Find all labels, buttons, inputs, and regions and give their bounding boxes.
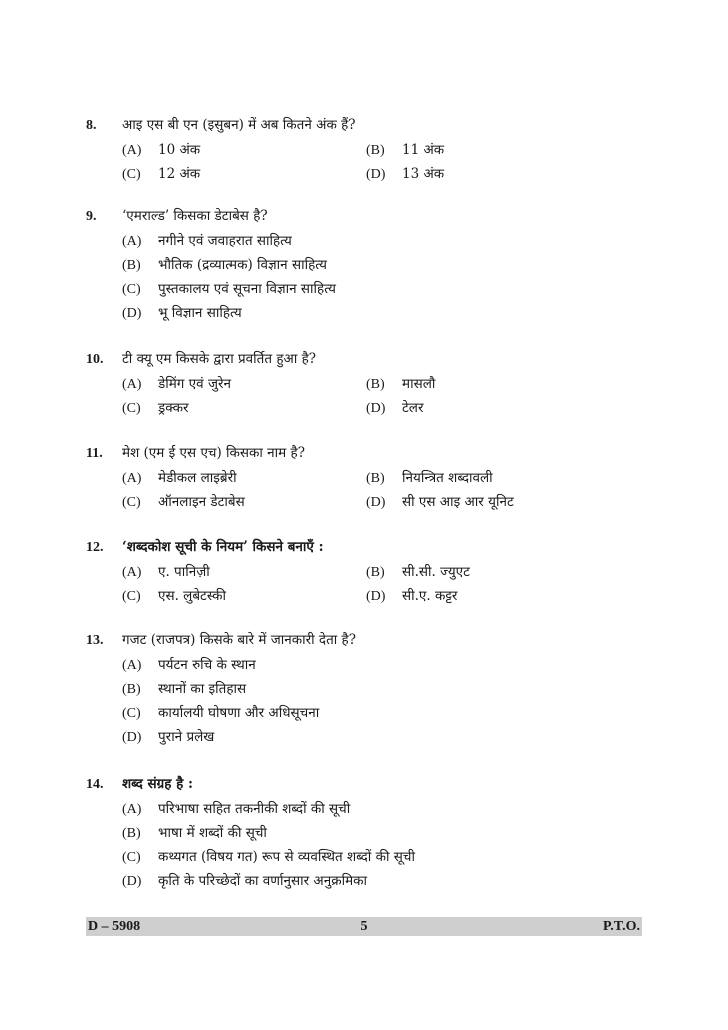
question-11 [86,441,646,514]
option-d [366,584,457,609]
option-label: (A) [122,377,142,392]
option-label: (B) [122,682,141,697]
question-text: गजट (राजपत्र) किसके बारे में जानकारी देता है? [122,632,356,648]
option-text: पुराने प्रलेख [158,729,215,745]
option-text: भू विज्ञान साहित्य [158,305,242,321]
option-label: (C) [122,167,141,182]
option-text: पर्यटन रुचि के स्थान [158,657,256,673]
option-label: (D) [122,730,142,745]
option-text: स्थानों का इतिहास [158,681,247,697]
option-c [122,396,188,421]
option-text: कृति के परिच्छेदों का वर्णानुसार अनुक्रमिका [158,873,368,889]
question-text: ‘शब्दकोश सूची के नियम’ किसने बनाएँ : [122,539,324,555]
option-label: (D) [366,495,386,510]
question-10 [86,347,646,420]
option-b [366,466,493,491]
question-text: ‘एमराल्ड’ किसका डेटाबेस है? [122,208,268,224]
question-text: शब्द संग्रह है : [122,776,194,792]
question-number: 11. [86,446,103,461]
option-label: (D) [122,874,142,889]
options [122,229,646,325]
page-footer [86,917,642,936]
option-label: (C) [122,850,141,865]
option-c [122,162,200,187]
option-label: (C) [122,282,141,297]
option-text: कथ्यगत (विषय गत) रूप से व्यवस्थित शब्दों की सूची [158,849,415,865]
option-d [122,725,646,749]
option-a [122,560,210,585]
option-label: (A) [122,234,142,249]
question-8 [86,113,646,186]
option-b [366,138,444,163]
option-text: सी.सी. ज्युएट [402,564,470,580]
question-text: आइ एस बी एन (इसुबन) में अब कितने अंक हैं? [122,117,356,133]
option-label: (B) [366,377,385,392]
option-label: (A) [122,658,142,673]
option-text: सी एस आइ आर यूनिट [402,494,514,510]
option-text: ड्रक्कर [158,400,189,416]
option-text: मासलौ [402,376,436,392]
option-label: (B) [366,565,385,580]
option-d [366,396,423,421]
options [122,560,646,608]
question-text: मेश (एम ई एस एच) किसका नाम है? [122,445,305,461]
options [122,372,646,420]
option-label: (D) [366,401,386,416]
option-c [122,584,226,609]
option-text: डेमिंग एवं जुरेन [158,376,231,392]
option-c [122,490,245,515]
option-d [366,162,444,187]
option-label: (D) [366,167,386,182]
option-label: (A) [122,802,142,817]
option-label: (C) [122,401,141,416]
question-number: 8. [86,118,97,133]
options [122,466,646,514]
option-label: (B) [366,471,385,486]
option-b [122,821,646,845]
option-text: नियन्त्रित शब्दावली [402,470,493,486]
option-label: (C) [122,706,141,721]
option-label: (A) [122,143,142,158]
option-text: टेलर [402,400,424,416]
option-text: सी.ए. कट्टर [402,588,458,604]
option-text: 13 अंक [402,166,445,182]
option-a [122,229,646,253]
option-label: (C) [122,589,141,604]
option-text: पुस्तकालय एवं सूचना विज्ञान साहित्य [158,281,336,297]
pto-label: P.T.O. [603,919,640,934]
question-number: 10. [86,352,104,367]
option-a [122,466,237,491]
option-label: (B) [122,258,141,273]
page-number: 5 [360,919,368,934]
option-b [366,560,470,585]
options [122,138,646,186]
option-b [122,677,646,701]
option-label: (A) [122,565,142,580]
question-text: टी क्यू एम किसके द्वारा प्रवर्तित हुआ है? [122,351,317,367]
question-number: 14. [86,777,104,792]
question-9 [86,204,646,325]
option-text: 12 अंक [158,166,201,182]
question-number: 12. [86,540,104,555]
paper-code: D – 5908 [88,919,141,934]
option-text: कार्यालयी घोषणा और अधिसूचना [158,705,320,721]
option-c [122,277,646,301]
option-a [122,653,646,677]
option-a [122,138,200,163]
option-label: (C) [122,495,141,510]
option-c [122,845,646,869]
option-label: (B) [366,143,385,158]
options [122,653,646,749]
option-a [122,372,231,397]
options [122,797,646,893]
option-text: भौतिक (द्रव्यात्मक) विज्ञान साहित्य [158,257,327,273]
option-text: 10 अंक [158,142,201,158]
option-label: (A) [122,471,142,486]
option-text: ऑनलाइन डेटाबेस [158,494,245,510]
option-label: (D) [366,589,386,604]
option-d [122,301,646,325]
option-text: परिभाषा सहित तकनीकी शब्दों की सूची [158,801,351,817]
question-number: 9. [86,209,97,224]
question-13 [86,628,646,749]
option-text: ए. पानिज़ी [158,564,210,580]
option-text: नगीने एवं जवाहरात साहित्य [158,233,292,249]
question-12 [86,535,646,608]
option-label: (D) [122,306,142,321]
question-number: 13. [86,633,104,648]
option-a [122,797,646,821]
option-label: (B) [122,826,141,841]
option-b [366,372,435,397]
option-text: एस. लुबेटस्की [158,588,226,604]
option-d [122,869,646,893]
option-c [122,701,646,725]
option-text: 11 अंक [402,142,445,158]
option-text: मेडीकल लाइब्रेरी [158,470,237,486]
option-d [366,490,514,515]
question-14 [86,772,646,893]
option-text: भाषा में शब्दों की सूची [158,825,267,841]
option-b [122,253,646,277]
